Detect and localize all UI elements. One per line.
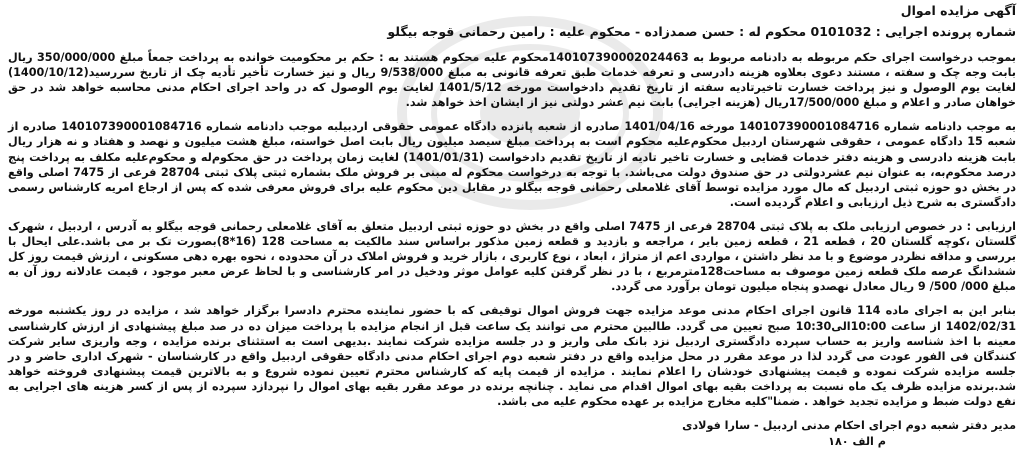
notice-footer — [8, 418, 1016, 450]
notice-title: آگهی مزایده اموال — [900, 3, 1016, 18]
auction-terms-paragraph: بنابر این به اجرای ماده 114 قانون اجرای احکام مدنی موعد مزایده جهت فروش اموال توقیفی که با حضور نماینده محترم دادسرا برگزار خواهد شد ، مزایده در روز یکشنبه مورخه 1402/02/31 از ساعت 10:00الی10:30 صبح تعیین می گردد. طالبین محترم می توانند یک ساعت قبل از انجام مزایده با پرداخت میزان ده در صد مبلغ پیشنهادی از ارزش کارشناسی معینه با اخذ شناسه واریز به حساب سپرده دادگستری اردبیل نزد بانک ملی واریز و در جلسه مزایده شرکت نمایند .بدیهی است به استثنای برنده مزایده ، وجه واریزی سایر شرکت کنندگان فی الفور عودت می گردد لذا در موعد مقرر در محل مزایده واقع در دفتر شعبه دوم اجرای احکام مدنی دادگاه حقوقی اردبیل واقع در کارشناسان - شهرک اداری حاضر و در جلسه مزایده شرکت نموده و قیمت پیشنهادی خودشان را اعلام نمایند . مزایده از قیمت پایه که کارشناس محترم تعیین نموده شروع و به بالاترین قیمت پیشنهادی فروخته خواهد شد.برنده مزایده ظرف یک ماه نسبت به پرداخت بقیه بهای اموال اقدام می نماید . چنانچه برنده در موعد مقرر بقیه بهای اموال را نپردازد سپرده از پس از کسر هزینه های اجرایی به نفع دولت ضبط و مزایده تجدید خواهد . ضمنا"کلیه مخارج مزایده بر عهده محکوم علیه می باشد. — [8, 304, 1017, 408]
verdict-paragraph: به موجب دادنامه شماره 140107390001084716 مورخه 1401/04/16 صادره از شعبه پانزده دادگاه عمومی حقوقی اردبیلبه موجب دادنامه شماره 140107390001084716 صادره از شعبه 15 دادگاه عمومی ، حقوقی شهرستان اردبیل محکوم‌علیه محکوم است به پرداخت مبلغ سیصد میلیون ریال بابت اصل خواسته، مبلغ هشت میلیون و نهصد و هفتاد و نه هزار ریال بابت هزینه دادرسی و هزینه دفتر خدمات قضایی و خسارت تاخیر تادیه از تاریخ تقدیم دادخواست (1401/01/31) لغایت زمان پرداخت در حق محکوم‌له و محکوم‌علیه مکلف به پرداخت پنج درصد محکوم‌به، به عنوان نیم عشردولتی در حق صندوق دولت می‌باشد. با توجه به درخواست محکوم له مبنی بر فروش ملک بشماره ثبتی پلاک ثبتی 28704 فرعی از 7475 اصلی واقع در بخش دو حوزه ثبتی اردبیل که مال مورد مزایده توسط آقای غلامعلی رحمانی قوجه بیگلو در مقابل دین محکوم علیه برای فروش معرفی شده که پس از ارجاع امریه کارشناس رسمی دادگستری به شرح ذیل ارزیابی و اعلام گردیده است. — [8, 120, 1016, 209]
case-info-line: شماره پرونده اجرایی : 0101032 محکوم له : حسن صمدزاده - محکوم علیه : رامین رحمانی قوجه بیگلو — [387, 24, 1016, 39]
judgment-paragraph: بموجب درخواست اجرای حکم مربوطه به دادنامه مربوط به 140107390002024463محکوم علیه محکوم هستند به : حکم بر محکومیت خوانده به پرداخت جمعاً مبلغ 350/000/000 ریال بابت وجه چک و سفته ، مستند دعوی بعلاوه هزینه دادرسی و تعرفه خدمات طبق تعرفه قانونی به مبلغ 9/538/000 ریال و نیز خسارت تأخیر تأدیه چک از تاریخ سررسید(1400/10/12) لغایت یوم الوصول و نیز پرداخت خسارت تاخیرتادیه سفته از تاریخ تقدیم دادخواست مورخه 1401/5/12 لغایت یوم الوصول که در واحد اجرای احکام مدنی محاسبه خواهد شد در حق خواهان صادر و اعلام و مبلغ 17/500/000ریال (هزینه اجرایی) بابت نیم عشر دولتی نیز از ایشان اخذ خواهد شد. — [8, 51, 1016, 110]
appraisal-paragraph: ارزیابی : در خصوص ارزیابی ملک به پلاک ثبتی 28704 فرعی از 7475 اصلی واقع در بخش دو حوزه ثبتی اردبیل متعلق به آقای غلامعلی رحمانی قوجه بیگلو به آدرس ، اردبیل ، شهرک گلستان ،کوچه گلستان 20 ، قطعه 21 ، قطعه زمین بایر ، مراجعه و بازدید و قطعه زمین مذکور براساس سند مالکیت به مساحت 128 (16*8)بصورت تک بر می باشد.علی ایحال با بررسی و مداقه نظردر موضوع و با مد نظر داشتن ، مواردی اعم از متراژ ، ابعاد ، نوع کاربری ، بازار خرید و فروش املاک در آن محدوده ، نحوه بهره دهی مسکونی ، ارزش قیمت روز کل ششدانگ عرصه ملک قطعه زمین موصوف به مساحت128مترمربع ، با در نظر گرفتن کلیه عوامل موثر ودخیل در امر کارشناسی و با لحاظ عرض معبر موجود ، قیمت عادلانه روز آن به مبلغ 000/ 500/ 9 ریال معادل نهصدو پنجاه میلیون تومان برآورد می گردد. — [8, 219, 1016, 294]
signature-line: مدیر دفتر شعبه دوم اجرای احکام مدنی اردبیل - سارا فولادی — [682, 419, 1016, 433]
reference-code: م الف ۱۸۰ — [828, 435, 886, 449]
